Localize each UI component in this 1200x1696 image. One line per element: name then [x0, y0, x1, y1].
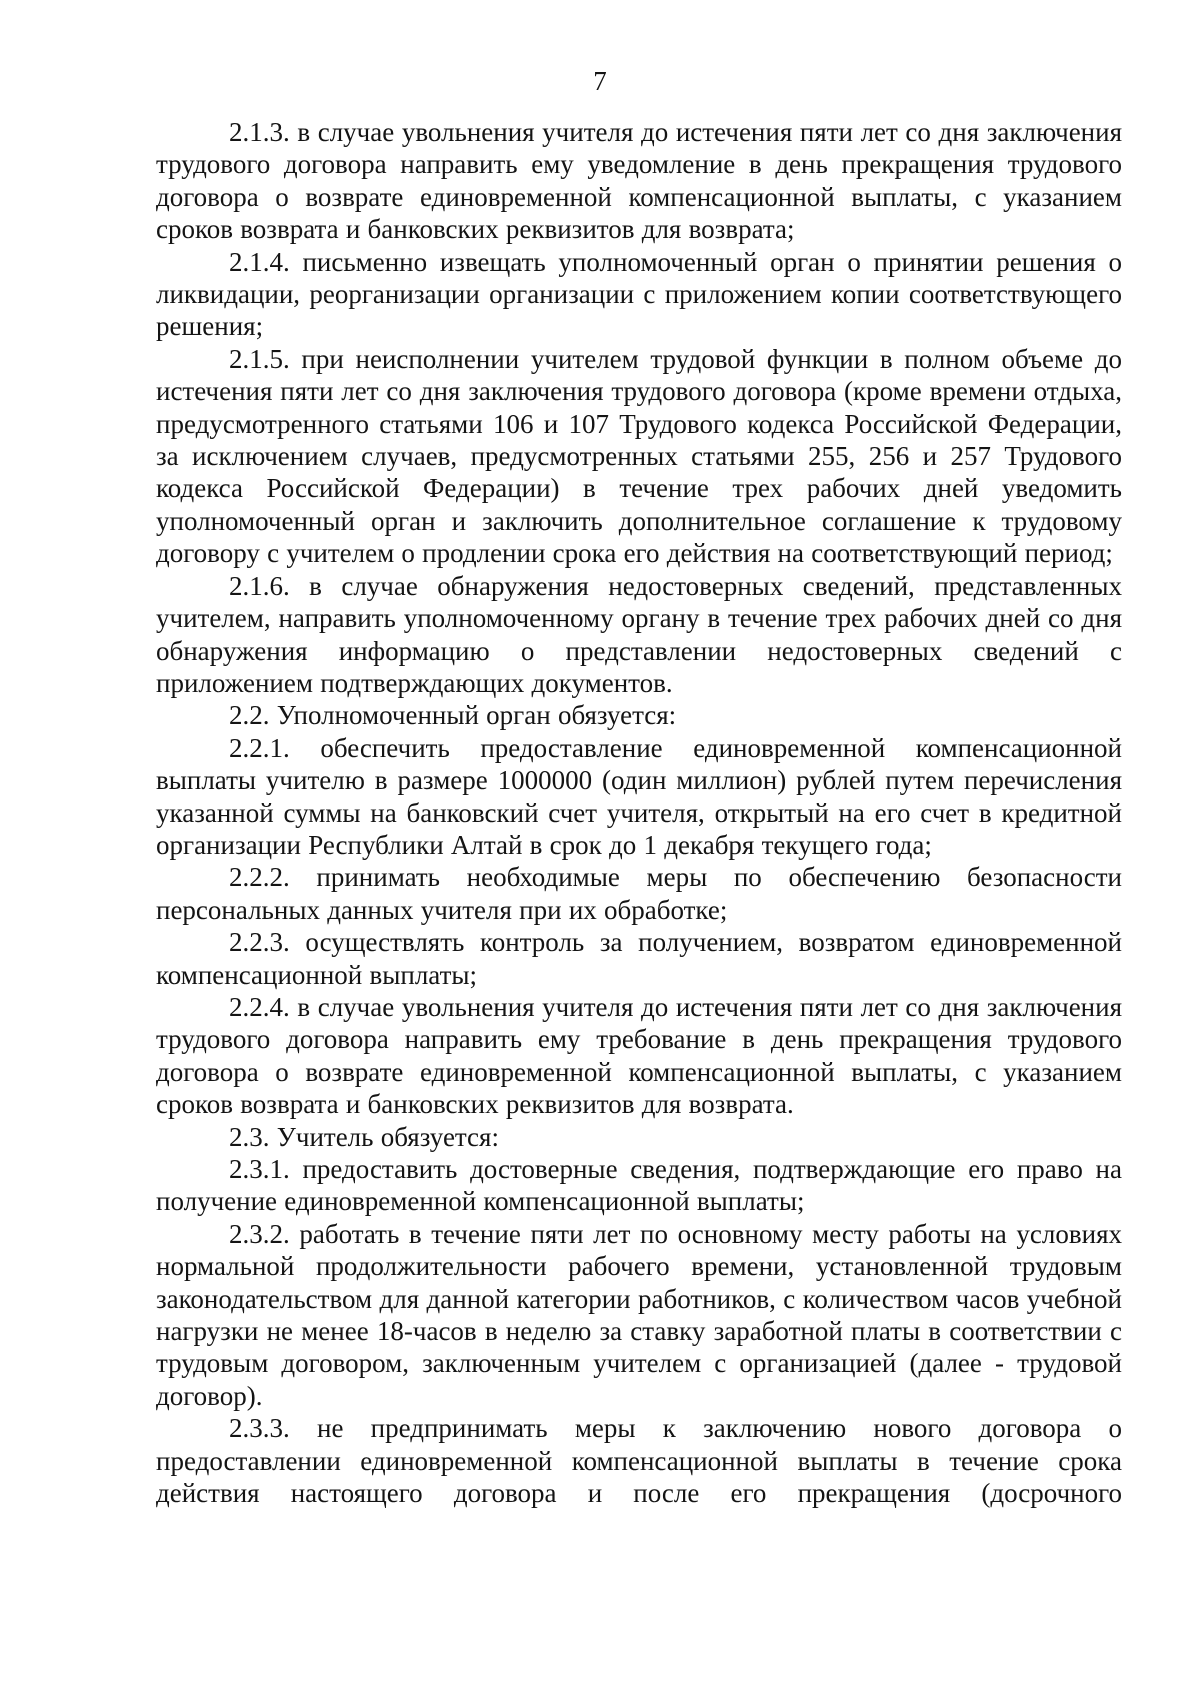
clause-2-2-2: 2.2.2. принимать необходимые меры по обеспечению безопасности персональных данных учителя при их обработке; [156, 862, 1122, 925]
clause-2-2-4: 2.2.4. в случае увольнения учителя до истечения пяти лет со дня заключения трудового договора направить ему требование в день прекращения трудового договора о возврате единовременной компенсационной выплаты, с указанием сроков возврата и банковских реквизитов для возврата. [156, 991, 1122, 1120]
clause-2-3-2: 2.3.2. работать в течение пяти лет по основному месту работы на условиях нормальной продолжительности рабочего времени, установленной трудовым законодательством для данной категории работников, с количеством часов учебной нагрузки не менее 18-часов в неделю за ставку заработной платы в соответствии с трудовым договором, заключенным учителем с организацией (далее - трудовой договор). [156, 1218, 1122, 1411]
clause-2-1-5: 2.1.5. при неисполнении учителем трудовой функции в полном объеме до истечения пяти лет со дня заключения трудового договора (кроме времени отдыха, предусмотренного статьями 106 и 107 Трудового кодекса Российской Федерации, за исключением случаев, предусмотренных статьями 255, 256 и 257 Трудового кодекса Российской Федерации) в течение трех рабочих дней уведомить уполномоченный орган и заключить дополнительное соглашение к трудовому договору с учителем о продлении срока его действия на соответствующий период; [156, 343, 1122, 569]
clause-2-1-4: 2.1.4. письменно извещать уполномоченный орган о принятии решения о ликвидации, реорганизации организации с приложением копии соответствующего решения; [156, 246, 1122, 342]
section-2-2-heading: 2.2. Уполномоченный орган обязуется: [229, 700, 677, 731]
clause-2-2-1: 2.2.1. обеспечить предоставление единовременной компенсационной выплаты учителю в размере 1000000 (один миллион) рублей путем перечисления указанной суммы на банковский счет учителя, открытый на его счет в кредитной организации Республики Алтай в срок до 1 декабря текущего года; [156, 732, 1122, 860]
clause-2-2-3: 2.2.3. осуществлять контроль за получением, возвратом единовременной компенсационной выплаты; [156, 927, 1122, 990]
document-body [156, 116, 1122, 1509]
section-2-3-heading: 2.3. Учитель обязуется: [229, 1121, 499, 1152]
clause-2-1-6: 2.1.6. в случае обнаружения недостоверных сведений, представленных учителем, направить уполномоченному органу в течение трех рабочих дней со дня обнаружения информацию о представлении недостоверных сведений с приложением подтверждающих документов. [156, 570, 1122, 698]
clause-2-3-1: 2.3.1. предоставить достоверные сведения, подтверждающие его право на получение единовременной компенсационной выплаты; [156, 1154, 1122, 1217]
page-number: 7 [593, 66, 607, 96]
clause-2-3-3: 2.3.3. не предпринимать меры к заключению нового договора о предоставлении единовременной компенсационной выплаты в течение срока действия настоящего договора и после его прекращения (досрочного [156, 1413, 1122, 1509]
clause-2-1-3: 2.1.3. в случае увольнения учителя до истечения пяти лет со дня заключения трудового договора направить ему уведомление в день прекращения трудового договора о возврате единовременной компенсационной выплаты, с указанием сроков возврата и банковских реквизитов для возврата; [156, 117, 1122, 245]
